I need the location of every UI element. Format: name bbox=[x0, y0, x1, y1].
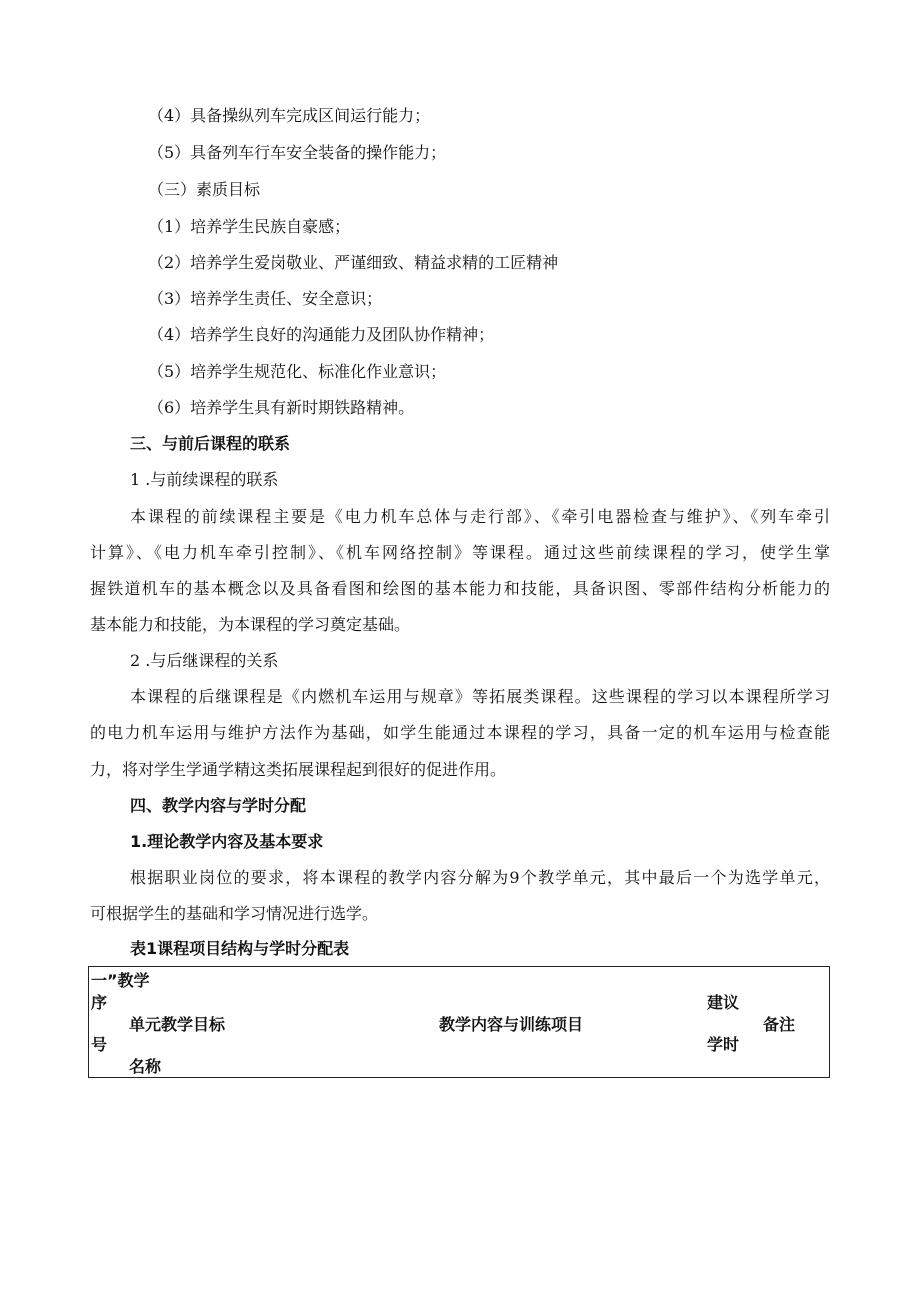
section-3-title: 三、与前后课程的联系 bbox=[130, 434, 291, 453]
table-header-unit-name: 名称 bbox=[129, 1057, 162, 1076]
skill-item-4: （4）具备操纵列车完成区间运行能力； bbox=[148, 106, 431, 125]
table-caption: 表1课程项目结构与学时分配表 bbox=[130, 939, 350, 958]
quality-item-4: （4）培养学生良好的沟通能力及团队协作精神； bbox=[148, 325, 495, 344]
table-header-unit-goal: 单元教学目标 bbox=[129, 1015, 226, 1034]
table-header-hours-bottom: 学时 bbox=[707, 1035, 740, 1054]
section-3-sub-2: 2 .与后继课程的关系 bbox=[130, 651, 279, 670]
section-3-para-1-line-3: 握铁道机车的基本概念以及具备看图和绘图的基本能力和技能，具备识图、零部件结构分析能力的 bbox=[90, 579, 830, 598]
table-header-hours-top: 建议 bbox=[707, 993, 740, 1012]
section-3-para-2-line-2: 的电力机车运用与维护方法作为基础，如学生能通过本课程的学习，具备一定的机车运用与检查能 bbox=[90, 723, 830, 742]
section-3-para-1-line-4: 基本能力和技能，为本课程的学习奠定基础。 bbox=[90, 615, 411, 634]
table-header-notes: 备注 bbox=[763, 1015, 796, 1034]
skill-item-5: （5）具备列车行车安全装备的操作能力； bbox=[148, 143, 447, 162]
section-4-para-line-1: 根据职业岗位的要求，将本课程的教学内容分解为9个教学单元，其中最后一个为选学单元， bbox=[130, 868, 830, 887]
quality-heading: （三）素质目标 bbox=[148, 180, 261, 199]
quality-item-3: （3）培养学生责任、安全意识； bbox=[148, 289, 383, 308]
quality-item-1: （1）培养学生民族自豪感； bbox=[148, 217, 351, 236]
section-4-sub-1: 1.理论教学内容及基本要求 bbox=[130, 832, 324, 851]
quality-item-6: （6）培养学生具有新时期铁路精神。 bbox=[148, 398, 415, 417]
quality-item-2: （2）培养学生爱岗敬业、严谨细致、精益求精的工匠精神 bbox=[148, 253, 559, 272]
section-4-title: 四、教学内容与学时分配 bbox=[130, 796, 307, 815]
table-header-col1-xu: 序 bbox=[91, 993, 108, 1012]
table-header-col1-top: 一”教学 bbox=[91, 971, 150, 990]
section-4-para-line-2: 可根据学生的基础和学习情况进行选学。 bbox=[90, 904, 379, 923]
course-structure-table bbox=[88, 966, 830, 1078]
section-3-para-2-line-1: 本课程的后继课程是《内燃机车运用与规章》等拓展类课程。这些课程的学习以本课程所学习 bbox=[130, 687, 830, 706]
section-3-sub-1: 1 .与前续课程的联系 bbox=[130, 470, 279, 489]
quality-item-5: （5）培养学生规范化、标准化作业意识； bbox=[148, 362, 447, 381]
section-3-para-1-line-1: 本课程的前续课程主要是《电力机车总体与走行部》、《牵引电器检查与维护》、《列车牵引 bbox=[130, 507, 830, 526]
section-3-para-1-line-2: 计算》、《电力机车牵引控制》、《机车网络控制》等课程。通过这些前续课程的学习，使学生掌 bbox=[90, 543, 830, 562]
table-header-content: 教学内容与训练项目 bbox=[439, 1015, 584, 1034]
section-3-para-2-line-3: 力，将对学生学通学精这类拓展课程起到很好的促进作用。 bbox=[90, 760, 507, 779]
table-header-col1-hao: 号 bbox=[91, 1035, 108, 1054]
